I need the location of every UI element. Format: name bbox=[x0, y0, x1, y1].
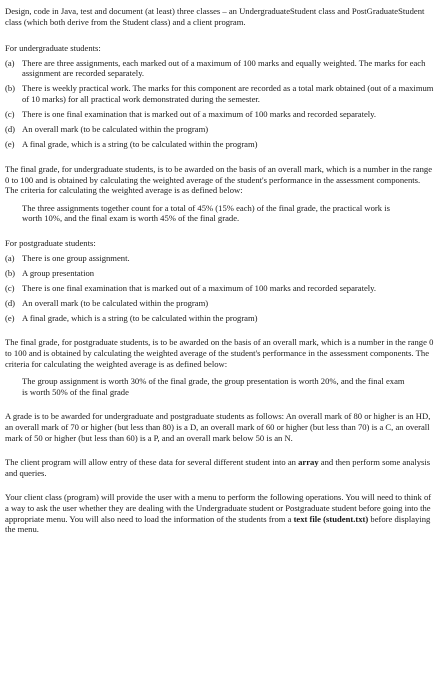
postgrad-grade-paragraph: The final grade, for postgraduate students, is to be awarded on the basis of an overall mark, which is a number in the range 0 to 100 and is obtained by calculating the weighted average of the student's performance in the assessment components. The criteria for calculating the weighted average is as defined below: bbox=[5, 337, 434, 369]
text-file-emphasis: text file (student.txt) bbox=[293, 513, 369, 524]
list-item: (e) A final grade, which is a string (to be calculated within the program) bbox=[5, 312, 258, 323]
array-emphasis: array bbox=[298, 457, 319, 468]
postgrad-heading: For postgraduate students: bbox=[5, 237, 96, 248]
client-program-paragraph: The client program will allow entry of these data for several different student into an array and then perform some analysis and queries. bbox=[5, 457, 431, 478]
list-item: (a) There are three assignments, each marked out of a maximum of 100 marks and equally weighted. The marks for each assignment are recorded separately. bbox=[5, 57, 426, 79]
grade-rules-paragraph: A grade is to be awarded for undergraduate and postgraduate students as follows: An overall mark of 80 or higher is an HD, an overall mark of 70 or higher (but less than 80) is a D, an overall mark of 60 or higher (but less than 70) is a C, an overall mark of 50 or higher (but less than 60) is a P, and an overall mark below 50 is an N. bbox=[5, 411, 431, 443]
intro-paragraph: Design, code in Java, test and document (at least) three classes – an UndergraduateStudent class and PostGraduateStudent class (which both derive from the Student class) and a client program. bbox=[5, 6, 425, 27]
list-item: (e) A final grade, which is a string (to be calculated within the program) bbox=[5, 139, 258, 150]
list-item: (b) A group presentation bbox=[5, 267, 95, 278]
menu-paragraph: Your client class (program) will provide the user with a menu to perform the following operations. You will need to think of a way to ask the user whether they are dealing with the Undergraduate student or Postgraduate student before going into the appropriate menu. You will also need to load the information of the students from a text file (student.txt) before displaying the menu. bbox=[5, 492, 432, 535]
list-item: (d) An overall mark (to be calculated within the program) bbox=[5, 297, 209, 308]
list-item: (d) An overall mark (to be calculated within the program) bbox=[5, 124, 209, 135]
undergrad-grade-paragraph: The final grade, for undergraduate students, is to be awarded on the basis of an overall mark, which is a number in the range 0 to 100 and is obtained by calculating the weighted average of the student's performance in the assessment components. The criteria for calculating the weighted average is as defined below: bbox=[5, 163, 433, 196]
undergrad-weights: The three assignments together count for a total of 45% (15% each) of the final grade, the practical work is worth 10%, and the final exam is worth 45% of the final grade. bbox=[22, 202, 390, 224]
undergrad-heading: For undergraduate students: bbox=[5, 43, 101, 54]
list-item: (b) There is weekly practical work. The marks for this component are recorded as a total mark obtained (out of a maximum of 10 marks) for all practical work demonstrated during the semester. bbox=[5, 83, 434, 105]
list-item: (c) There is one final examination that is marked out of a maximum of 100 marks and recorded separately. bbox=[5, 282, 377, 293]
list-item: (a) There is one group assignment. bbox=[5, 252, 130, 263]
assignment-document bbox=[5, 6, 435, 535]
list-item: (c) There is one final examination that is marked out of a maximum of 100 marks and recorded separately. bbox=[5, 109, 377, 120]
undergrad-list bbox=[5, 58, 435, 150]
postgrad-list bbox=[5, 253, 435, 324]
postgrad-weights: The group assignment is worth 30% of the final grade, the group presentation is worth 20%, and the final exam is worth 50% of the final grade bbox=[22, 376, 405, 397]
